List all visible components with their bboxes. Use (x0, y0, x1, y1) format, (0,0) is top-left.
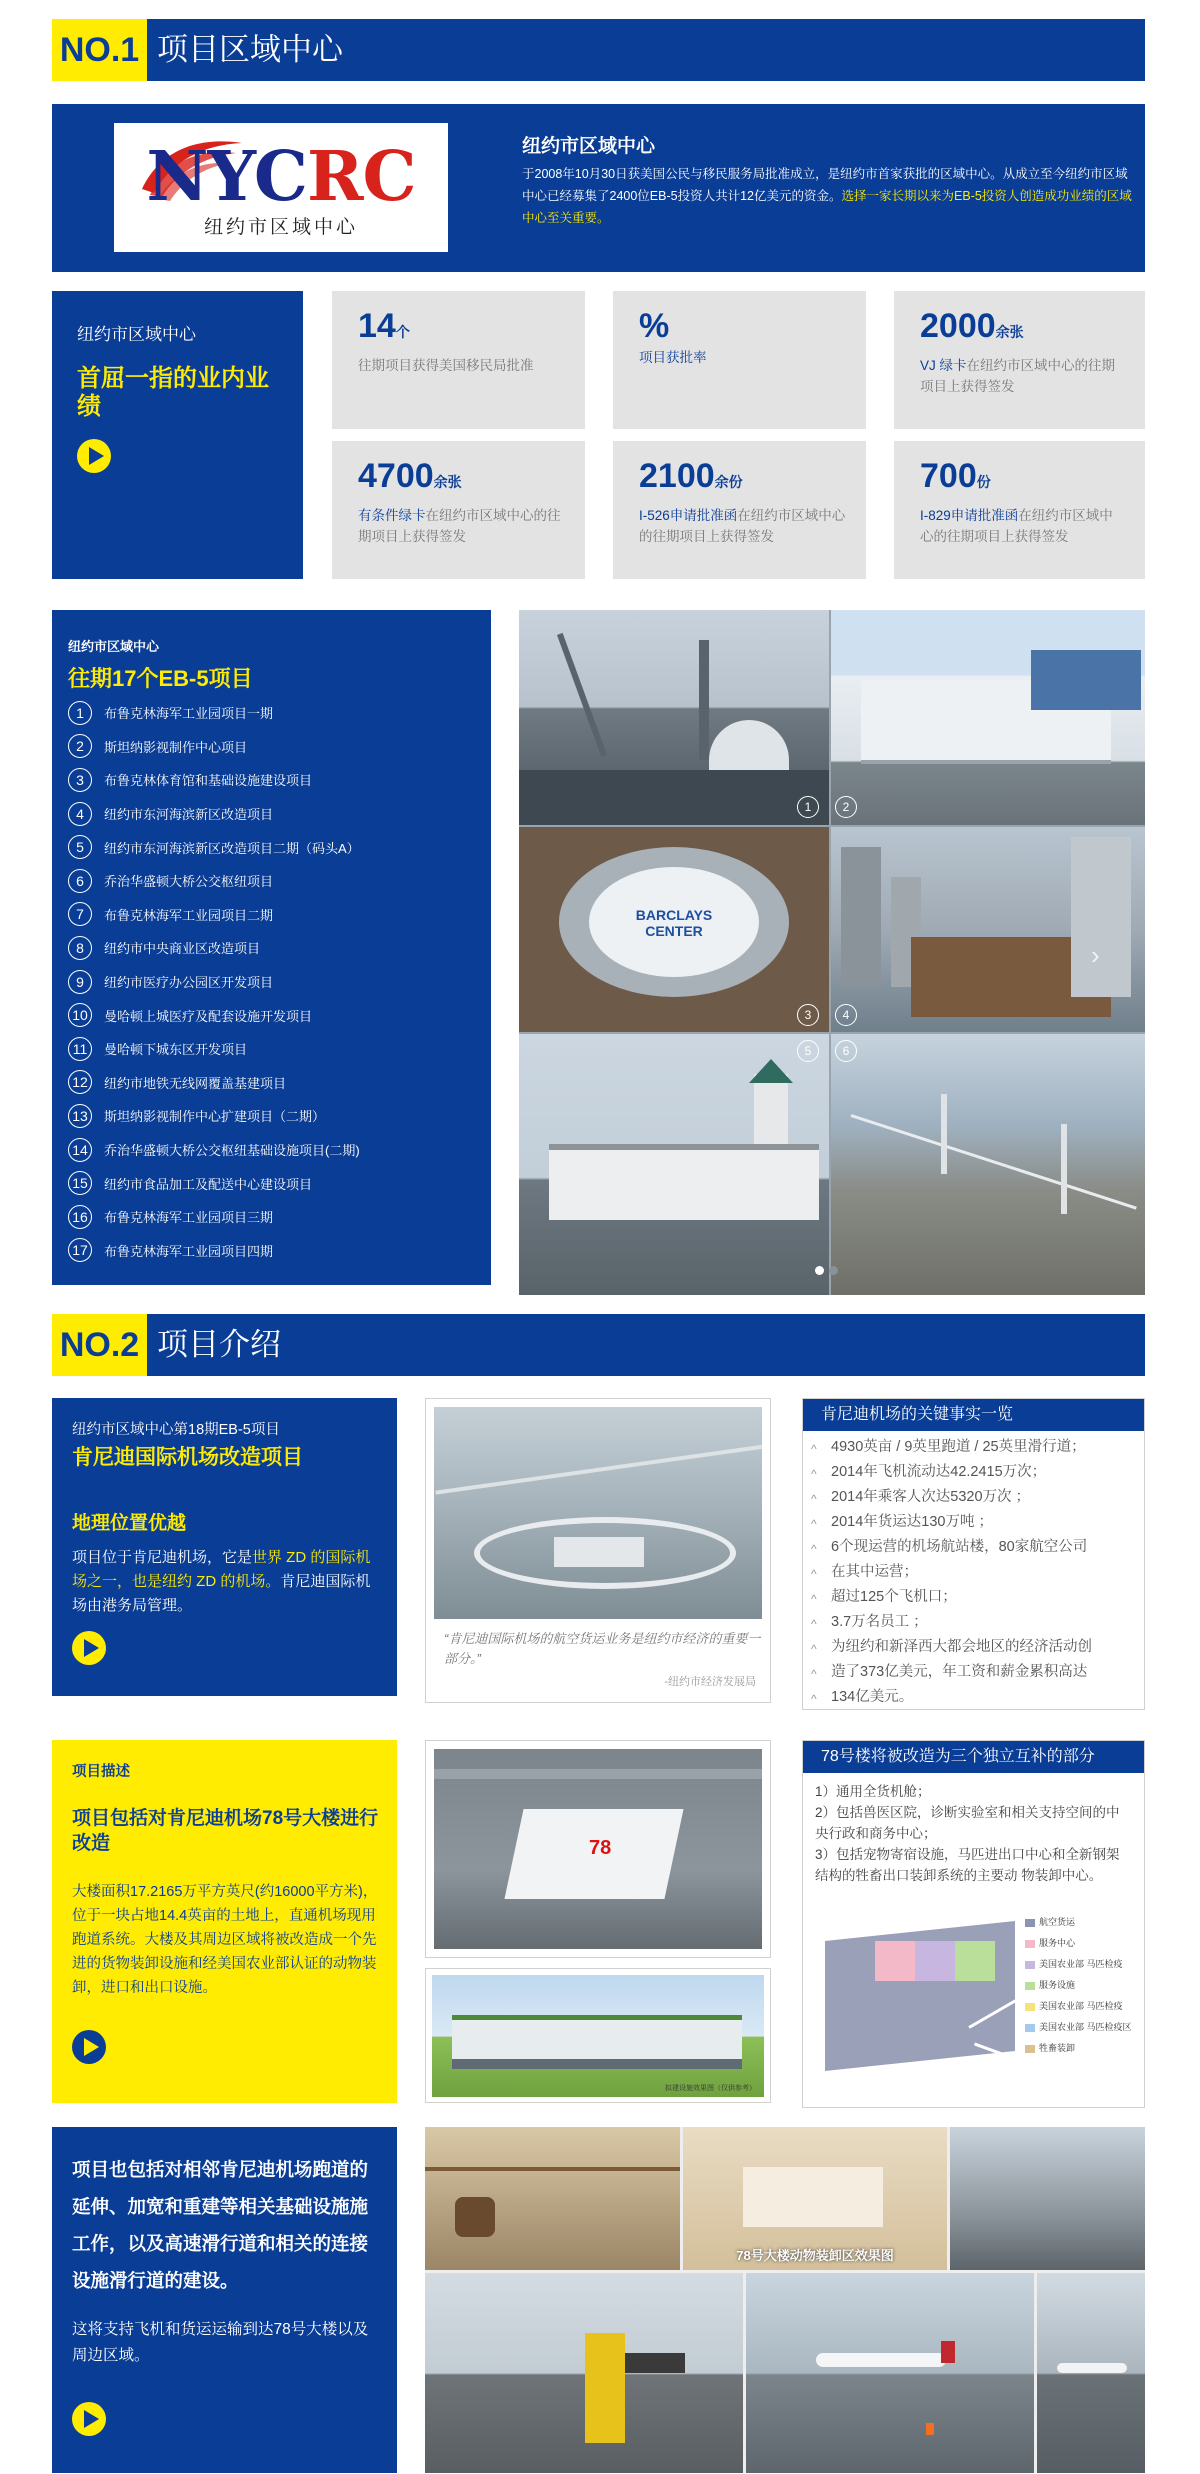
arrow-right-icon (84, 2410, 99, 2428)
infrastructure-subtext: 这将支持飞机和货运运输到达78号大楼以及周边区域。 (72, 2321, 369, 2364)
runway-construction-photo (425, 2273, 743, 2473)
airfield-photo (1037, 2273, 1145, 2473)
project-label: 乔治华盛顿大桥公交枢纽项目 (104, 874, 274, 890)
airport-card (425, 1398, 771, 1703)
description-small: 项目描述 (72, 1764, 130, 1780)
stat-value: % (639, 307, 670, 345)
infrastructure-text: 项目也包括对相邻肯尼迪机场跑道的延伸、加宽和重建等相关基础设施施工作，以及高速滑行道和相关的连接设施滑行道的建设。 (72, 2159, 369, 2291)
stat-desc-highlight: VJ 绿卡 (920, 358, 967, 373)
airport-quote: “肯尼迪国际机场的航空货运业务是纽约市经济的重要一部分。” (444, 1631, 761, 1666)
fact-item: ^ 2014年乘客人次达5320万次 ； (803, 1485, 1144, 1510)
project-label: 纽约市东河海滨新区改造项目二期（码头A） (104, 840, 360, 856)
rendering-card (425, 1968, 771, 2103)
project-number: 8 (68, 936, 92, 960)
photo-number: 2 (835, 796, 857, 818)
legend-label: 美国农业部 马匹检疫 (1039, 1959, 1123, 1969)
building-78-card (425, 1740, 771, 1958)
facts-list (803, 1431, 1144, 1710)
location-text-a: 项目位于肯尼迪机场，它是 (72, 1549, 253, 1566)
stat-unit: 余张 (433, 474, 462, 490)
stat-desc: 在纽约市区域中心的往期项目上获得签发 (920, 508, 1113, 544)
fact-item: ^ 在其中运营； (803, 1560, 1144, 1585)
project-item[interactable] (68, 763, 483, 797)
project-item[interactable] (68, 1234, 483, 1268)
location-text (72, 1546, 382, 1618)
project-label: 纽约市医疗办公园区开发项目 (104, 975, 274, 991)
arrow-right-icon (84, 2038, 99, 2056)
hangar-photo (950, 2127, 1145, 2270)
stat-unit: 余份 (714, 474, 743, 490)
feature-item: 2）包括兽医区院，诊断实验室和相关支持空间的中央行政和商务中心； (815, 1805, 1120, 1841)
site-plan-legend (1025, 1916, 1135, 2063)
arrow-right-icon (84, 1639, 99, 1657)
project-label: 曼哈顿上城医疗及配套设施开发项目 (104, 1008, 313, 1024)
intro-body: 于2008年10月30日获美国公民与移民服务局批准成立，是纽约市首家获批的区域中心。从成立至今纽约市区域中心已经募集了2400位EB-5投资人共计12亿美元的资金。 (522, 167, 1128, 203)
logo-subtitle: 纽约市区域中心 (203, 217, 358, 238)
stat-value: 14 (358, 307, 396, 345)
fact-item: ^ 2014年飞机流动达42.2415万次； (803, 1460, 1144, 1485)
project-label: 布鲁克林海军工业园项目一期 (104, 706, 274, 722)
intro-highlight: 选择一家长期以来为EB-5投资人创造成功业绩的区域中心至关重要。 (522, 189, 1132, 225)
carousel-next-icon[interactable]: › (1091, 940, 1100, 970)
project-label: 曼哈顿下城东区开发项目 (104, 1042, 248, 1058)
stat-desc: 往期项目获得美国移民局批准 (358, 358, 534, 373)
photo-number: 5 (797, 1040, 819, 1062)
facility-rendering-photo (432, 1975, 764, 2097)
project-item[interactable] (68, 696, 483, 730)
project-item[interactable] (68, 730, 483, 764)
carousel-dot[interactable] (829, 1266, 838, 1275)
legend-label: 牲畜装卸 (1039, 2043, 1076, 2053)
stat-card (894, 291, 1145, 429)
project-label: 纽约市食品加工及配送中心建设项目 (104, 1176, 313, 1192)
project-number: 11 (68, 1037, 92, 1061)
stat-value: 2100 (639, 457, 715, 495)
legend-label: 航空货运 (1039, 1917, 1076, 1927)
projects-small: 纽约市区域中心 (68, 639, 160, 654)
project-label: 纽约市中央商业区改造项目 (104, 941, 261, 957)
photo-number: 3 (797, 1004, 819, 1026)
section1-title: 项目区域中心 (147, 19, 1145, 81)
projects-list (68, 696, 483, 1267)
facts-title: 肯尼迪机场的关键事实一览 (803, 1399, 1144, 1431)
photo-number: 1 (797, 796, 819, 818)
stat-desc: 在纽约市区域中心的往期项目上获得签发 (639, 508, 846, 544)
photo-number: 4 (835, 1004, 857, 1026)
project-label: 乔治华盛顿大桥公交枢纽基础设施项目(二期) (104, 1143, 360, 1159)
stat-card (613, 441, 866, 579)
legend-label: 服务中心 (1039, 1938, 1076, 1948)
fact-item: ^ 为纽约和新泽西大都会地区的经济活动创 (803, 1635, 1144, 1660)
features-title: 78号楼将被改造为三个独立互补的部分 (803, 1741, 1144, 1773)
project-number: 2 (68, 734, 92, 758)
project-item[interactable] (68, 1200, 483, 1234)
project-number: 12 (68, 1070, 92, 1094)
project-photo-carousel[interactable] (519, 610, 1145, 1295)
project-item[interactable] (68, 830, 483, 864)
projects-panel (52, 610, 491, 1285)
intro-title: 纽约市区域中心 (522, 136, 656, 157)
project-number: 15 (68, 1171, 92, 1195)
warehouse-photo (831, 610, 1145, 825)
fact-item: ^ 4930英亩 / 9英里跑道 / 25英里滑行道； (803, 1435, 1144, 1460)
runway-jet-photo (746, 2273, 1034, 2473)
logo-text-rc: RC (306, 137, 416, 217)
project-item[interactable] (68, 1133, 483, 1167)
rendering-caption: 拟建设施效果图（仅供参考） (665, 2085, 756, 2092)
location-panel (52, 1398, 397, 1696)
stat-desc-highlight: I-829申请批准函 (920, 508, 1019, 523)
project-item[interactable] (68, 797, 483, 831)
fact-item: ^ 6个现运营的机场航站楼，80家航空公司 (803, 1535, 1144, 1560)
stat-card (332, 441, 585, 579)
features-list (803, 1773, 1144, 1886)
feature-item: 3）包括宠物寄宿设施，马匹进出口中心和全新钢架结构的牲畜出口装卸系统的主要动 物装卸中心。 (815, 1847, 1120, 1883)
stat-value: 4700 (358, 457, 434, 495)
description-title: 项目包括对肯尼迪机场78号大楼进行改造 (72, 1808, 379, 1854)
facts-card (802, 1398, 1145, 1710)
location-text-highlight: 世界 ZD 的国际机场之一，也是纽约 ZD 的机场。 (72, 1549, 371, 1590)
project-item[interactable] (68, 931, 483, 965)
project-number: 14 (68, 1138, 92, 1162)
stat-desc-highlight: 有条件绿卡 (358, 508, 426, 523)
description-text: 大楼面积17.2165万平方英尺(约16000平方米)，位于一块占地14.4英亩的土地上，直通机场现用跑道系统。大楼及其周边区域将被改造成一个先进的货物装卸设施和经美国农业部认证的动物装卸，进口和出口设施。 (72, 1884, 378, 1996)
stat-card (894, 441, 1145, 579)
location-title: 肯尼迪国际机场改造项目 (72, 1446, 303, 1469)
interior-rendering-photo (683, 2127, 947, 2270)
project-item[interactable] (68, 998, 483, 1032)
stat-unit: 份 (976, 474, 991, 490)
project-label: 斯坦纳影视制作中心扩建项目（二期） (104, 1109, 326, 1125)
project-label: 布鲁克林海军工业园项目三期 (104, 1210, 274, 1226)
project-label: 纽约市东河海滨新区改造项目 (104, 807, 274, 823)
nycrc-logo (114, 123, 448, 252)
animal-pens-photo (425, 2127, 680, 2270)
infrastructure-more-button[interactable] (72, 2402, 106, 2436)
legend-label: 美国农业部 马匹检疫区 (1039, 2022, 1132, 2032)
location-more-button[interactable] (72, 1631, 106, 1665)
arena-sign: BARCLAYS CENTER (635, 907, 713, 939)
airport-quote-source: -纽约市经济发展局 (664, 1676, 756, 1688)
infrastructure-photo-mosaic (425, 2127, 1145, 2473)
arena-photo (519, 827, 829, 1032)
legend-label: 服务设施 (1039, 1980, 1076, 1990)
building-78-label: 78 (589, 1837, 612, 1859)
project-number: 6 (68, 869, 92, 893)
terminal-photo (831, 827, 1145, 1032)
project-item[interactable] (68, 1099, 483, 1133)
bridge-photo (831, 1034, 1145, 1295)
section1-number: NO.1 (52, 19, 147, 81)
project-number: 9 (68, 970, 92, 994)
clocktower-photo (519, 1034, 829, 1295)
logo-text-nyc: NYC (146, 137, 307, 217)
project-number: 10 (68, 1003, 92, 1027)
project-number: 7 (68, 902, 92, 926)
project-item[interactable] (68, 1166, 483, 1200)
arrow-right-icon (89, 447, 104, 465)
project-number: 3 (68, 768, 92, 792)
stat-desc: 在纽约市区域中心的往期项目上获得签发 (920, 358, 1116, 394)
project-number: 17 (68, 1238, 92, 1262)
stat-value: 700 (920, 457, 977, 495)
fact-item: ^ 3.7万名员工 ； (803, 1610, 1144, 1635)
stat-unit: 个 (395, 324, 410, 340)
site-plan-diagram (815, 1911, 1135, 2101)
project-label: 纽约市地铁无线网覆盖基建项目 (104, 1075, 287, 1091)
feature-item: 1）通用全货机舱； (815, 1784, 931, 1799)
features-card (802, 1740, 1145, 2108)
project-number: 5 (68, 835, 92, 859)
carousel-dot-active[interactable] (815, 1266, 824, 1275)
project-label: 斯坦纳影视制作中心项目 (104, 739, 248, 755)
location-small: 纽约市区域中心第18期EB-5项目 (72, 1422, 280, 1438)
section2-number: NO.2 (52, 1314, 147, 1376)
stat-value: 2000 (920, 307, 996, 345)
fact-item: ^ 造了373亿美元，年工资和薪金累积高达 (803, 1660, 1144, 1685)
project-label: 布鲁克林体育馆和基础设施建设项目 (104, 773, 313, 789)
stat-card (613, 291, 866, 429)
stat-card (332, 291, 585, 429)
project-number: 1 (68, 701, 92, 725)
stat-desc-highlight: I-526申请批准函 (639, 508, 738, 523)
description-more-button[interactable] (72, 2030, 106, 2064)
projects-title: 往期17个EB-5项目 (68, 666, 253, 691)
building-78-aerial-photo (434, 1749, 762, 1949)
fact-item: ^ 2014年货运达130万吨 ； (803, 1510, 1144, 1535)
shipyard-photo (519, 610, 829, 825)
project-label: 布鲁克林海军工业园项目四期 (104, 1243, 274, 1259)
stat-desc: 在纽约市区域中心的往期项目上获得签发 (358, 508, 561, 544)
description-panel (52, 1740, 397, 2103)
interior-rendering-caption: 78号大楼动物装卸区效果图 (736, 2248, 894, 2263)
project-item[interactable] (68, 1066, 483, 1100)
project-number: 4 (68, 802, 92, 826)
fact-item: ^ 134亿美元。 (803, 1685, 1144, 1710)
infrastructure-panel (52, 2127, 397, 2473)
stat-desc-highlight: 项目获批率 (639, 350, 707, 365)
project-item[interactable] (68, 898, 483, 932)
project-number: 16 (68, 1205, 92, 1229)
project-item[interactable] (68, 965, 483, 999)
achievements-small: 纽约市区域中心 (77, 325, 196, 344)
legend-label: 美国农业部 马匹检疫 (1039, 2001, 1123, 2011)
project-item[interactable] (68, 1032, 483, 1066)
stat-unit: 余张 (995, 324, 1024, 340)
location-text-b: 肯尼迪国际机场由港务局管理。 (72, 1573, 371, 1614)
airport-aerial-photo (434, 1407, 762, 1619)
achievements-panel (52, 291, 303, 579)
fact-item: ^ 超过125个飞机口； (803, 1585, 1144, 1610)
intro-text (522, 163, 1132, 229)
project-item[interactable] (68, 864, 483, 898)
project-number: 13 (68, 1104, 92, 1128)
achievements-title: 首屈一指的业内业绩 (77, 365, 269, 420)
photo-number: 6 (835, 1040, 857, 1062)
section2-title: 项目介绍 (147, 1314, 1145, 1376)
location-subtitle: 地理位置优越 (72, 1513, 187, 1534)
project-label: 布鲁克林海军工业园项目二期 (104, 907, 274, 923)
achievements-more-button[interactable] (77, 439, 111, 473)
